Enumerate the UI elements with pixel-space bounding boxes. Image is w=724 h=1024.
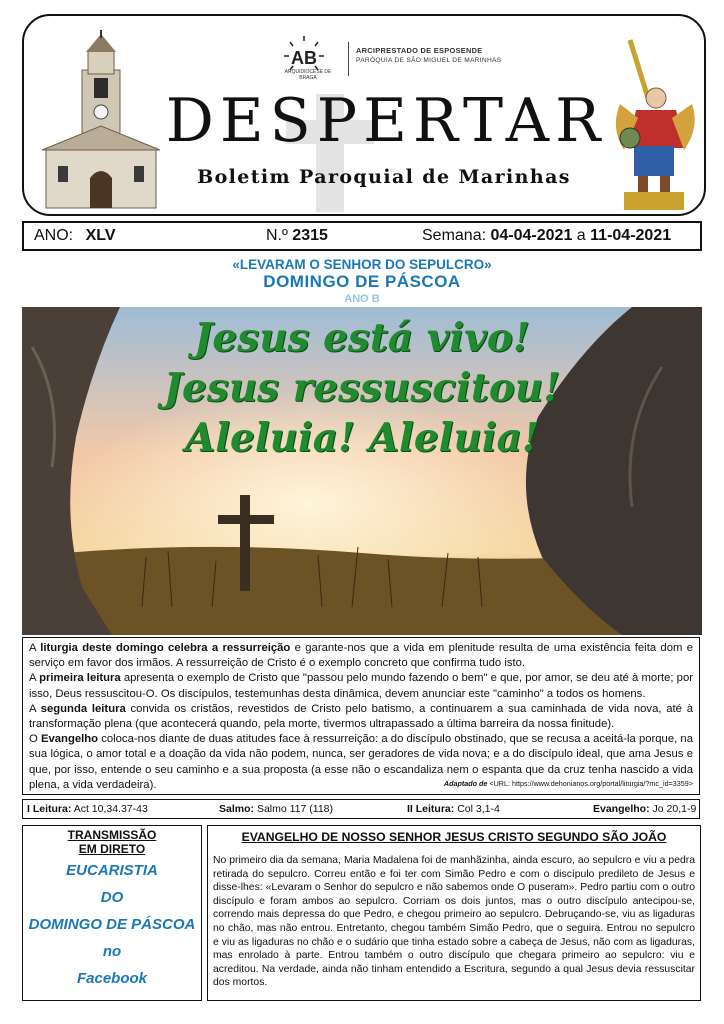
- hero-line-2: Jesus ressuscitou!: [163, 365, 561, 411]
- archpriest-line: ARCIPRESTADO DE ESPOSENDE: [356, 46, 483, 55]
- logo-divider: [348, 42, 349, 76]
- number-value: 2315: [292, 227, 328, 244]
- summary-paragraph-3: A segunda leitura convida os cristãos, revestidos de Cristo pelo batismo, a continuarem a sua caminhada de vida nova, até à transformação plena (que acontecerá quando, pela morte, tivermos ultrapassado a última barreira da nossa finitude).: [29, 702, 693, 731]
- summary-paragraph-4: O Evangelho coloca-nos diante de duas atitudes face à ressurreição: a do discípulo obstinado, que se recusa a aceitá-la porque, na sua lógica, o amor total e a doação da vida não podem, nunca, ser geradores de vida nova; e a do discípulo ideal, que ama Jesus e que, por isso, entende o seu caminho e a sua proposta (a esse não o escandaliza nem o espanta que da cruz tenha nascido a vida plena, a vida verdadeira).: [29, 733, 693, 791]
- masthead: [22, 14, 706, 216]
- kicker-quote: «LEVARAM O SENHOR DO SEPULCRO»: [232, 257, 492, 272]
- gospel-reading: Evangelho: Jo 20,1-9: [593, 803, 697, 815]
- week-from: 04-04-2021: [490, 227, 573, 244]
- live-line-eucharist: EUCARISTIA: [66, 862, 158, 879]
- live-line-do: DO: [100, 889, 124, 906]
- live-broadcast-box: [22, 825, 202, 1001]
- archdiocese-name: ARQUIDIOCESE DE BRAGA: [284, 69, 332, 81]
- hero-line-3: Aleluia! Aleluia!: [184, 415, 540, 461]
- summary-paragraph-2: A primeira leitura apresenta o exemplo de Cristo que "passou pelo mundo fazendo o bem" e que, por amor, se deu até à morte; por isso, Deus ressuscitou-O. Os discípulos, testemunhas desta dinâmica, devem anunciar este "caminho" a todos os homens.: [29, 672, 693, 700]
- week-separator: a: [576, 227, 586, 244]
- gospel-box: [207, 825, 701, 1001]
- second-reading: II Leitura: Col 3,1-4: [407, 803, 500, 815]
- issue-week: [422, 227, 671, 245]
- parish-line: PARÓQUIA DE SÃO MIGUEL DE MARINHAS: [356, 57, 502, 64]
- gospel-text: No primeiro dia da semana, Maria Madalena foi de manhãzinha, ainda escuro, ao sepulcro e viu a pedra retirada do sepulcro. Correu então e foi ter com Simão Pedro e com o discípulo predileto de Jesus e disse-lhes: «Levaram o Senhor do sepulcro e não sabemos onde O puseram». Pedro partiu com o outro discípulo e foram ambos ao sepulcro. Corriam os dois juntos, mas o outro discípulo antecipou-se, correndo mais depressa do que Pedro, e chegou primeiro ao sepulcro. Debruçando-se, viu as ligaduras no chão, mas não entrou. Entretanto, chegou também Simão Pedro, que o seguira. Entrou no sepulcro e viu as ligaduras no chão e o sudário que tinha estado sobre a cabeça de Jesus, não com as ligaduras, mas enrolado à parte. Entrou também o outro discípulo que chegara primeiro ao sepulcro: viu e acreditou. Na verdade, ainda não tinham entendido a Escritura, segundo a qual Jesus devia ressuscitar dos mortos.: [213, 855, 695, 989]
- live-heading-2: EM DIRETO: [78, 842, 146, 856]
- issue-info-bar: [22, 221, 702, 251]
- issue-year: [34, 227, 116, 245]
- year-value: XLV: [85, 227, 116, 244]
- year-label: ANO:: [34, 227, 74, 244]
- first-reading: I Leitura: Act 10,34.37-43: [27, 803, 148, 815]
- summary-paragraph-1: A liturgia deste domingo celebra a ressurreição e garante-nos que a vida em plenitude resulta de uma existência feita dom e serviço em favor dos irmãos. A ressurreição de Cristo é o exemplo concreto que confirma tudo isto.: [29, 642, 693, 670]
- hero-line-1: Jesus está vivo!: [193, 315, 530, 361]
- source-credit: Adaptado de <URL: https://www.dehonianos.org/portal/liturgia/?mc_id=3359>: [443, 778, 693, 788]
- easter-hero-image: [22, 307, 702, 635]
- live-line-facebook: Facebook: [76, 970, 148, 987]
- bulletin-title: DESPERTAR: [165, 86, 607, 156]
- live-line-no: no: [102, 943, 122, 960]
- live-heading-1: TRANSMISSÃO: [67, 828, 157, 842]
- week-label: Semana:: [422, 227, 487, 244]
- liturgical-year: ANO B: [344, 293, 380, 305]
- archdiocese-logo-letters: AB: [291, 48, 317, 68]
- feast-title: DOMINGO DE PÁSCOA: [263, 272, 461, 291]
- readings-bar: [22, 799, 700, 819]
- bulletin-subtitle: Boletim Paroquial de Marinhas: [197, 166, 571, 188]
- psalm: Salmo: Salmo 117 (118): [219, 803, 334, 815]
- number-label: N.º: [266, 227, 288, 244]
- liturgy-summary: [22, 637, 700, 795]
- week-to: 11-04-2021: [590, 227, 672, 244]
- live-line-easter-sunday: DOMINGO DE PÁSCOA: [28, 916, 196, 933]
- gospel-title: EVANGELHO DE NOSSO SENHOR JESUS CRISTO SEGUNDO SÃO JOÃO: [241, 830, 667, 844]
- issue-number: [266, 227, 328, 245]
